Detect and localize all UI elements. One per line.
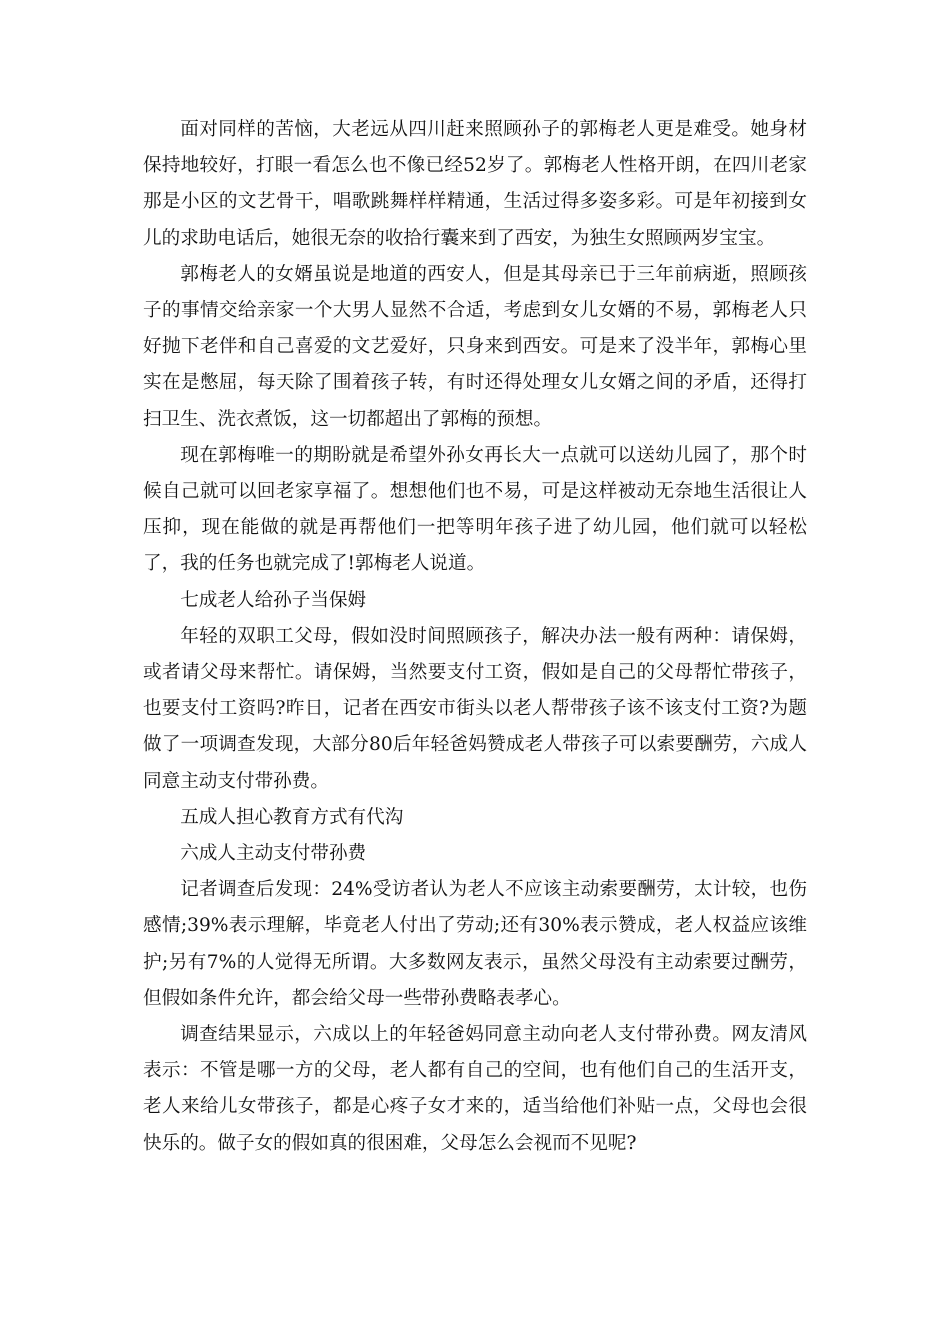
paragraph-survey-intro: 年轻的双职工父母，假如没时间照顾孩子，解决办法一般有两种：请保姆，或者请父母来帮忙。请保姆，当然要支付工资，假如是自己的父母帮忙带孩子，也要支付工资吗?昨日，记者在西安市街头以老人帮带孩子该不该支付工资?为题做了一项调查发现，大部分80后年轻爸妈赞成老人带孩子可以索要酬劳，六成人同意主动支付带孙费。 (143, 625, 807, 792)
paragraph-netizen-opinion: 调查结果显示，六成以上的年轻爸妈同意主动向老人支付带孙费。网友清风表示：不管是哪一方的父母，老人都有自己的空间，也有他们自己的生活开支，老人来给儿女带孩子，都是心疼子女才来的，适当给他们补贴一点，父母也会很快乐的。做子女的假如真的很困难，父母怎么会视而不见呢? (143, 1024, 807, 1154)
paragraph-guo-mei-intro: 面对同样的苦恼，大老远从四川赶来照顾孙子的郭梅老人更是难受。她身材保持地较好，打眼一看怎么也不像已经52岁了。郭梅老人性格开朗，在四川老家那是小区的文艺骨干，唱歌跳舞样样精通，生活过得多姿多彩。可是年初接到女儿的求助电话后，她很无奈的收拾行囊来到了西安，为独生女照顾两岁宝宝。 (143, 119, 807, 249)
paragraph-hope: 现在郭梅唯一的期盼就是希望外孙女再长大一点就可以送幼儿园了，那个时候自己就可以回老家享福了。想想他们也不易，可是这样被动无奈地生活很让人压抑，现在能做的就是再帮他们一把等明年孩子进了幼儿园，他们就可以轻松了，我的任务也就完成了!郭梅老人说道。 (143, 444, 807, 575)
subheading-fifty-percent: 五成人担心教育方式有代沟 (180, 806, 404, 828)
document-body (143, 112, 807, 1162)
paragraph-son-in-law: 郭梅老人的女婿虽说是地道的西安人，但是其母亲已于三年前病逝，照顾孩子的事情交给亲家一个大男人显然不合适，考虑到女儿女婿的不易，郭梅老人只好抛下老伴和自己喜爱的文艺爱好，只身来到西安。可是来了没半年，郭梅心里实在是憋屈，每天除了围着孩子转，有时还得处理女儿女婿之间的矛盾，还得打扫卫生、洗衣煮饭，这一切都超出了郭梅的预想。 (143, 263, 807, 430)
subheading-sixty-percent: 六成人主动支付带孙费 (180, 843, 367, 865)
paragraph-survey-results: 记者调查后发现：24%受访者认为老人不应该主动索要酬劳，太计较，也伤感情;39%表示理解，毕竟老人付出了劳动;还有30%表示赞成，老人权益应该维护;另有7%的人觉得无所谓。大多数网友表示，虽然父母没有主动索要过酬劳，但假如条件允许，都会给父母一些带孙费略表孝心。 (143, 879, 807, 1009)
subheading-seventy-percent: 七成老人给孙子当保姆 (180, 589, 367, 611)
